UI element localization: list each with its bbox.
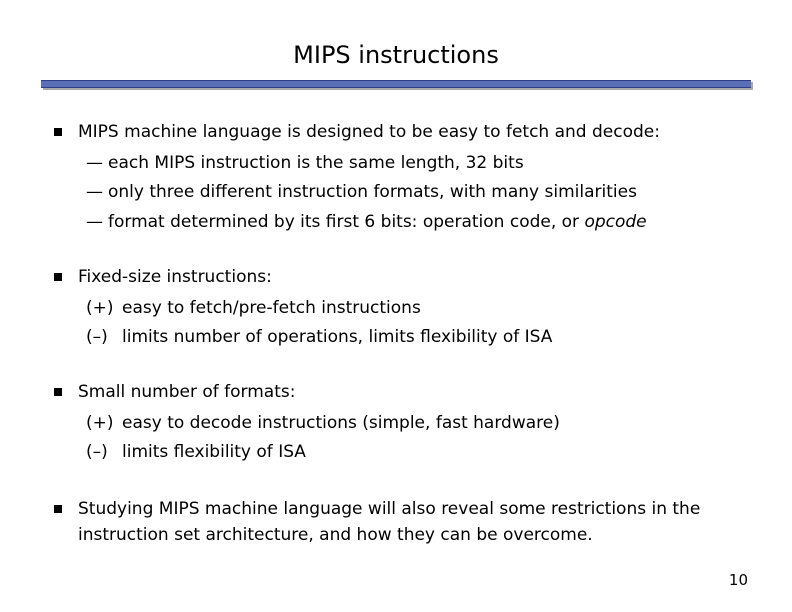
sub-marker: (–) xyxy=(86,327,108,347)
bullet-text: MIPS machine language is designed to be easy to fetch and decode: xyxy=(78,122,660,142)
bullet-text: Small number of formats: xyxy=(78,382,296,402)
bullet-text-line-2: instruction set architecture, and how they can be overcome. xyxy=(78,525,593,545)
bullet-square-icon xyxy=(54,388,62,396)
sub-text: easy to fetch/pre-fetch instructions xyxy=(122,298,421,318)
sub-text: each MIPS instruction is the same length, 32 bits xyxy=(108,153,524,173)
sub-marker: — xyxy=(86,182,103,202)
sub-text: limits number of operations, limits flexibility of ISA xyxy=(122,327,553,347)
sub-text: limits flexibility of ISA xyxy=(122,442,306,462)
slide-title: MIPS instructions xyxy=(293,41,499,69)
bullet-text: Fixed-size instructions: xyxy=(78,267,272,287)
sub-marker: — xyxy=(86,153,103,173)
bullet-square-icon xyxy=(54,128,62,136)
sub-marker: — xyxy=(86,212,103,232)
sub-marker: (+) xyxy=(86,298,114,318)
bullet-square-icon xyxy=(54,273,62,281)
sub-marker: (+) xyxy=(86,413,114,433)
sub-marker: (–) xyxy=(86,442,108,462)
sub-text-with-emphasis xyxy=(108,210,647,234)
bullet-text-line-1: Studying MIPS machine language will also reveal some restrictions in the xyxy=(78,499,701,519)
sub-text: only three different instruction formats, with many similarities xyxy=(108,182,637,202)
emphasized-term: opcode xyxy=(584,212,647,232)
sub-text: easy to decode instructions (simple, fast hardware) xyxy=(122,413,560,433)
sub-text: format determined by its first 6 bits: operation code, or xyxy=(108,212,585,232)
bullet-square-icon xyxy=(54,505,62,513)
title-divider xyxy=(41,80,751,88)
page-number: 10 xyxy=(728,571,748,589)
